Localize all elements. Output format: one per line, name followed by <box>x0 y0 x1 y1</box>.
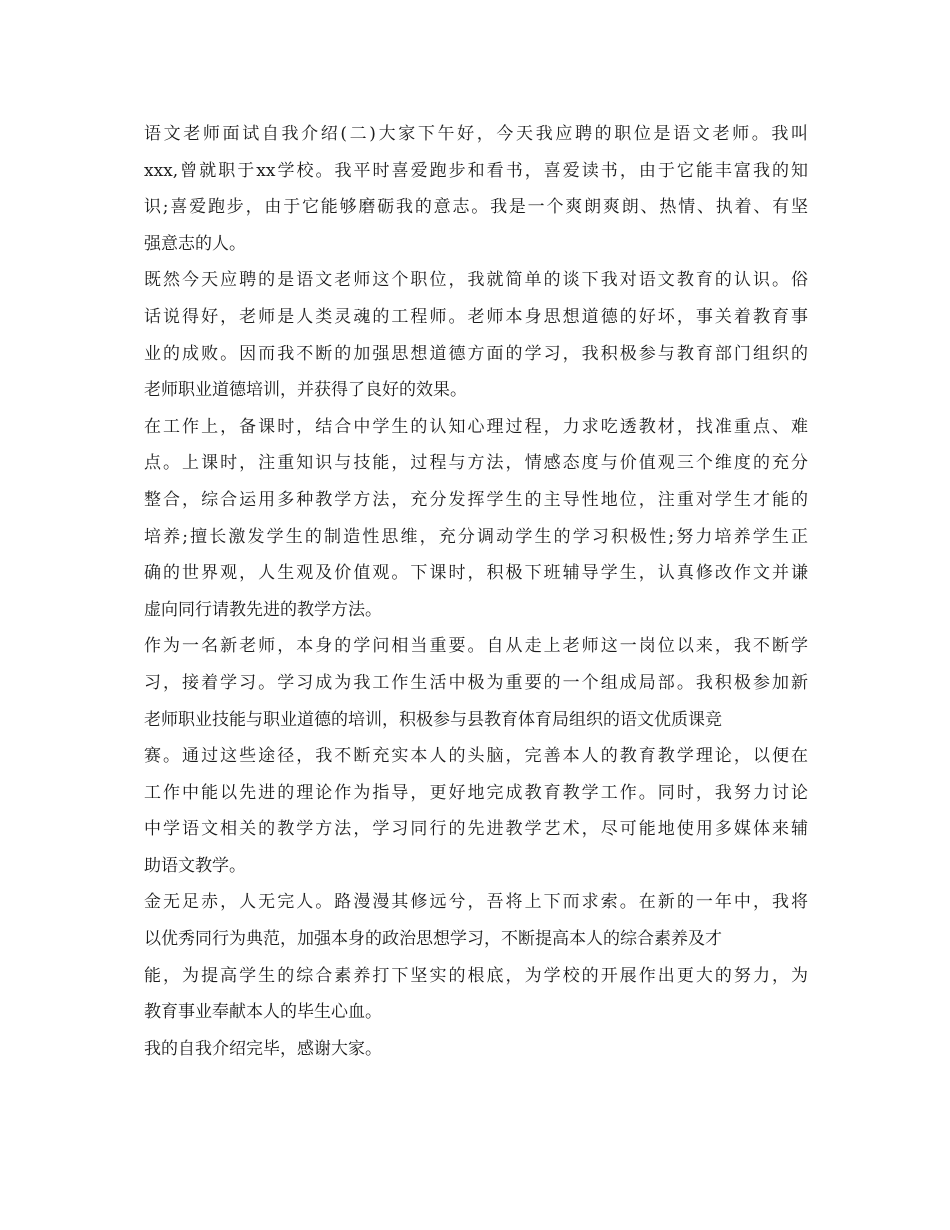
text-line: 以优秀同行为典范，加强本身的政治思想学习，不断提高本人的综合素养及才 <box>144 929 722 950</box>
paragraph-2 <box>144 262 808 408</box>
text-line: 培养;擅长激发学生的制造性思维，充分调动学生的学习积极性;努力培养学生正 <box>144 526 808 547</box>
text-line: 教育事业奉献本人的毕生心血。 <box>144 1002 382 1023</box>
paragraph-3 <box>144 409 808 629</box>
text-line: 整合，综合运用多种教学方法，充分发挥学生的主导性地位，注重对学生才能的 <box>144 489 808 510</box>
text-line: 虚向同行请教先进的教学方法。 <box>144 599 382 620</box>
text-line: 在工作上，备课时，结合中学生的认知心理过程，力求吃透教材，找准重点、难 <box>144 416 808 437</box>
text-line: xxx,曾就职于xx学校。我平时喜爱跑步和看书，喜爱读书，由于它能丰富我的知 <box>144 160 808 181</box>
text-line: 中学语文相关的教学方法，学习同行的先进教学艺术，尽可能地使用多媒体来辅 <box>144 819 808 840</box>
paragraph-4 <box>144 628 808 884</box>
text-line: 金无足赤，人无完人。路漫漫其修远兮，吾将上下而求索。在新的一年中，我将 <box>144 892 808 913</box>
text-line: 我的自我介绍完毕，感谢大家。 <box>144 1038 382 1059</box>
paragraph-5 <box>144 884 808 1030</box>
document-body <box>144 116 808 1067</box>
text-line: 助语文教学。 <box>144 855 246 876</box>
text-line: 业的成败。因而我不断的加强思想道德方面的学习，我积极参与教育部门组织的 <box>144 343 808 364</box>
text-line: 确的世界观，人生观及价值观。下课时，积极下班辅导学生，认真修改作文并谦 <box>144 563 808 584</box>
text-line: 能，为提高学生的综合素养打下坚实的根底，为学校的开展作出更大的努力，为 <box>144 965 808 986</box>
text-line: 强意志的人。 <box>144 233 246 254</box>
text-line: 点。上课时，注重知识与技能，过程与方法，情感态度与价值观三个维度的充分 <box>144 453 808 474</box>
text-line: 习，接着学习。学习成为我工作生活中极为重要的一个组成局部。我积极参加新 <box>144 672 808 693</box>
text-line: 赛。通过这些途径，我不断充实本人的头脑，完善本人的教育教学理论，以便在 <box>144 746 808 767</box>
text-line: 老师职业道德培训，并获得了良好的效果。 <box>144 380 467 401</box>
text-line: 识;喜爱跑步，由于它能够磨砺我的意志。我是一个爽朗爽朗、热情、执着、有坚 <box>144 197 808 218</box>
text-line: 老师职业技能与职业道德的培训，积极参与县教育体育局组织的语文优质课竞 <box>144 709 722 730</box>
paragraph-6 <box>144 1031 808 1068</box>
paragraph-1 <box>144 116 808 262</box>
text-line: 既然今天应聘的是语文老师这个职位，我就简单的谈下我对语文教育的认识。俗 <box>144 270 808 291</box>
text-line: 工作中能以先进的理论作为指导，更好地完成教育教学工作。同时，我努力讨论 <box>144 782 808 803</box>
text-line: 话说得好，老师是人类灵魂的工程师。老师本身思想道德的好坏，事关着教育事 <box>144 306 808 327</box>
text-line: 语文老师面试自我介绍(二)大家下午好，今天我应聘的职位是语文老师。我叫 <box>144 124 808 144</box>
text-line: 作为一名新老师，本身的学问相当重要。自从走上老师这一岗位以来，我不断学 <box>144 636 808 657</box>
